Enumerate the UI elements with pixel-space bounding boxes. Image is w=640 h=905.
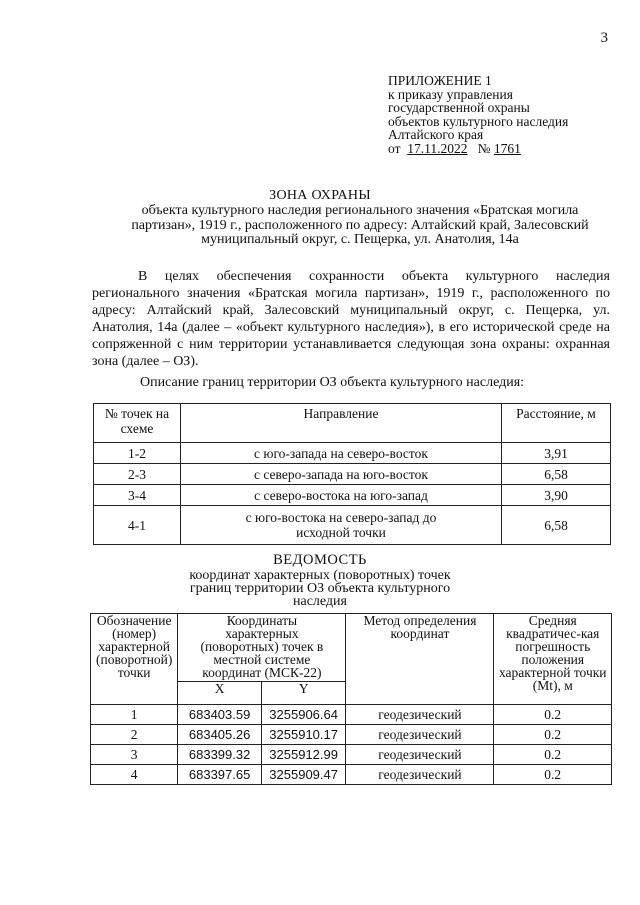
zone-title: ЗОНА ОХРАНЫ — [269, 188, 371, 203]
appendix-line1: ПРИЛОЖЕНИЕ 1 — [388, 73, 492, 88]
row-points: 3-4 — [94, 485, 181, 506]
coord-x: 683405.26 — [178, 725, 262, 745]
table-row — [94, 506, 611, 545]
paragraph-text: В целях обеспечения сохранности объекта культурного наследия регионального значения «Братская могила партизан», 1919 г., расположенного по адресу: Алтайский край, Залесовский муниципальный округ, с. Пещерка, ул. Анатолия, 14а (далее – «объект культурного наследия»), в его исторической среде на сопряженной с ним территории устанавливается следующая зона охраны: охранная зона (далее – ОЗ). — [92, 269, 610, 369]
order-number: 1761 — [493, 140, 521, 156]
header-direction: Направление — [181, 404, 502, 443]
header-point-id: Обозначение (номер) характерной (поворотной) точки — [91, 614, 178, 705]
number-prefix: № — [477, 140, 491, 156]
row-direction: с северо-запада на юго-восток — [181, 464, 502, 485]
header-method: Метод определения координат — [346, 614, 494, 705]
row-direction: с северо-востока на юго-запад — [181, 485, 502, 506]
row-distance: 6,58 — [502, 506, 611, 545]
row-distance: 3,91 — [502, 443, 611, 464]
coord-y: 3255910.17 — [261, 725, 346, 745]
point-id: 2 — [91, 725, 178, 745]
row-distance: 3,90 — [502, 485, 611, 506]
appendix-line5: Алтайского края — [388, 127, 484, 142]
row-points: 1-2 — [94, 443, 181, 464]
method: геодезический — [346, 705, 494, 725]
method: геодезический — [346, 745, 494, 765]
table-row — [91, 725, 612, 745]
main-paragraph — [92, 268, 610, 370]
boundary-description: Описание границ территории ОЗ объекта культурного наследия: — [140, 375, 525, 390]
table-row — [91, 765, 612, 785]
appendix-block — [388, 74, 568, 155]
error: 0.2 — [494, 725, 612, 745]
point-id: 3 — [91, 745, 178, 765]
row-direction: с юго-запада на северо-восток — [181, 443, 502, 464]
method: геодезический — [346, 765, 494, 785]
boundary-table — [93, 403, 611, 545]
appendix-line4: объектов культурного наследия — [388, 113, 569, 129]
table-row — [91, 705, 612, 725]
table-row — [91, 745, 612, 765]
order-date: 17.11.2022 — [407, 140, 468, 156]
appendix-date-line — [388, 142, 568, 156]
row-distance: 6,58 — [502, 464, 611, 485]
zone-subtitle: объекта культурного наследия регионального значения «Братская могила партизан», 1919 г., расположенного по адресу: Алтайский край, Залесовский муниципальный округ, с. Пещерка, ул. Анатолия, 14а — [131, 203, 589, 247]
coord-y: 3255906.64 — [261, 705, 346, 725]
header-coordinates: Координаты характерных (поворотных) точек в местной системе координат (МСК-22) — [178, 614, 346, 682]
page-number: 3 — [600, 30, 608, 46]
table-row — [94, 443, 611, 464]
header-y: Y — [261, 681, 346, 704]
point-id: 4 — [91, 765, 178, 785]
coord-x: 683397.65 — [178, 765, 262, 785]
table-row — [94, 485, 611, 506]
row-direction: с юго-востока на северо-запад до исходной точки — [181, 506, 502, 545]
table-row — [94, 464, 611, 485]
error: 0.2 — [494, 745, 612, 765]
coord-x: 683399.32 — [178, 745, 262, 765]
boundary-table-header — [94, 404, 611, 443]
appendix-line2: к приказу управления — [388, 86, 513, 102]
header-distance: Расстояние, м — [502, 404, 611, 443]
row-points: 2-3 — [94, 464, 181, 485]
coord-header-row — [91, 614, 612, 682]
coord-x: 683403.59 — [178, 705, 262, 725]
coord-y: 3255909.47 — [261, 765, 346, 785]
row-points: 4-1 — [94, 506, 181, 545]
method: геодезический — [346, 725, 494, 745]
coord-y: 3255912.99 — [261, 745, 346, 765]
error: 0.2 — [494, 765, 612, 785]
vedomost-subtitle: координат характерных (поворотных) точек границ территории ОЗ объекта культурного наследия — [189, 568, 451, 609]
appendix-line3: государственной охраны — [388, 100, 530, 115]
error: 0.2 — [494, 705, 612, 725]
date-prefix: от — [388, 140, 401, 156]
vedomost-title: ВЕДОМОСТЬ — [273, 552, 367, 568]
header-points: № точек на схеме — [94, 404, 181, 443]
coordinates-table — [90, 613, 612, 785]
header-error: Средняя квадратичес-кая погрешность положения характерной точки (Mt), м — [494, 614, 612, 705]
point-id: 1 — [91, 705, 178, 725]
header-x: X — [178, 681, 262, 704]
